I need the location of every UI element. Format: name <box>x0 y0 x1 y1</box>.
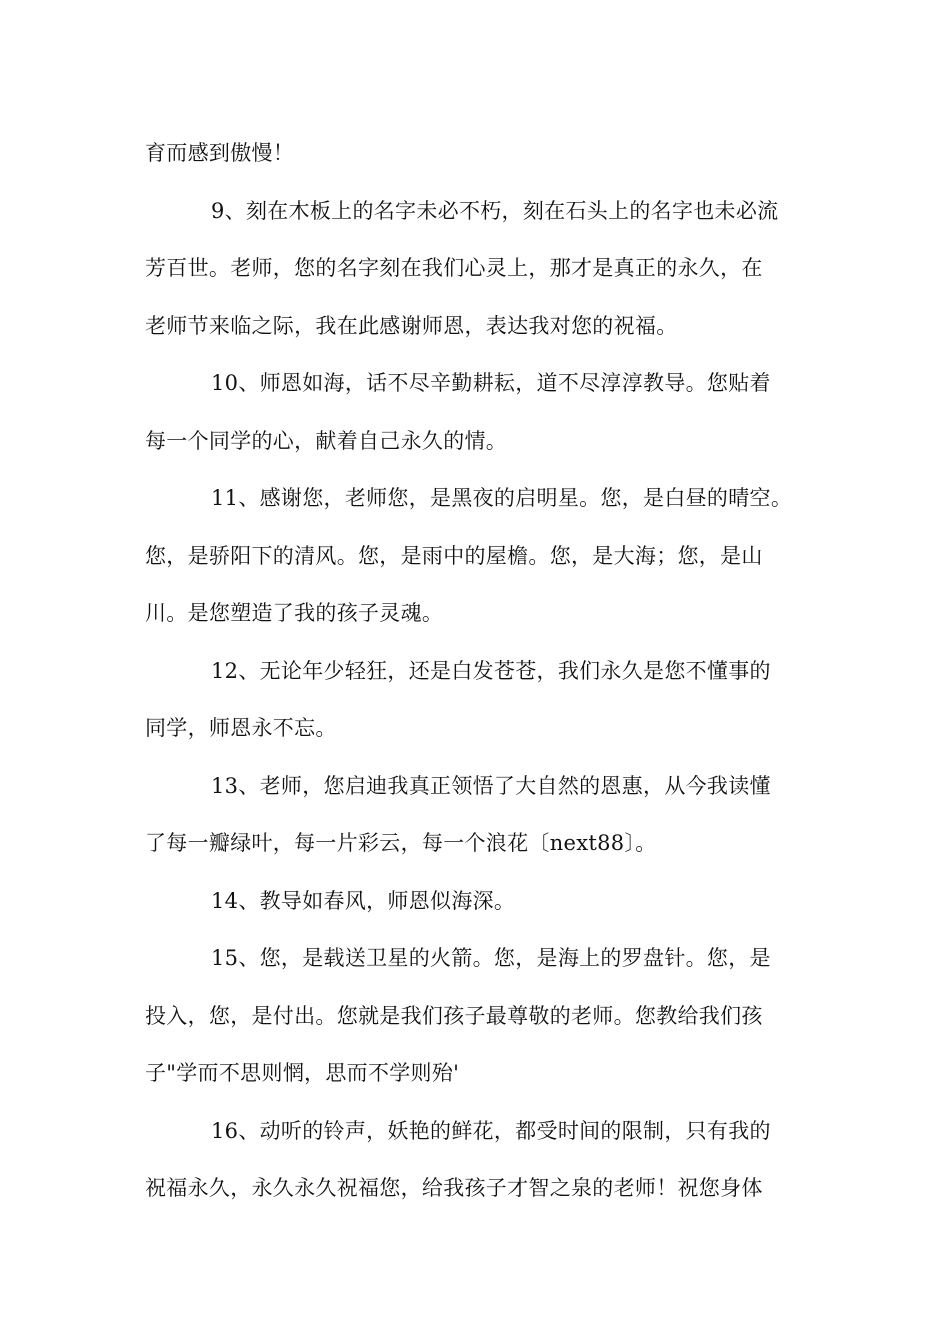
text-line: 16、动听的铃声，妖艳的鲜花，都受时间的限制，只有我的 <box>211 1118 771 1143</box>
text-line: 15、您，是载送卫星的火箭。您，是海上的罗盘针。您，是 <box>211 946 771 970</box>
body-text <box>145 128 815 1221</box>
text-line: 祝福永久，永久永久祝福您，给我孩子才智之泉的老师！祝您身体 <box>145 1176 763 1200</box>
text-line: 投入，您，是付出。您就是我们孩子最尊敬的老师。您教给我们孩 <box>145 1003 763 1028</box>
paragraph-12 <box>145 646 815 761</box>
paragraph-13 <box>145 761 815 876</box>
paragraph-11 <box>145 473 815 646</box>
text-line: 育而感到傲慢！ <box>145 141 295 165</box>
text-line: 同学，师恩永不忘。 <box>145 716 337 740</box>
text-line: 12、无论年少轻狂，还是白发苍苍，我们永久是您不懂事的 <box>211 658 771 683</box>
text-line: 9、刻在木板上的名字未必不朽，刻在石头上的名字也未必流 <box>211 198 779 223</box>
text-line: 川。是您塑造了我的孩子灵魂。 <box>145 601 444 625</box>
text-line: 13、老师，您启迪我真正领悟了大自然的恩惠，从今我读懂 <box>211 773 771 798</box>
paragraph-15 <box>145 933 815 1106</box>
text-line: 芳百世。老师，您的名字刻在我们心灵上，那才是真正的永久，在 <box>145 256 763 280</box>
text-line: 了每一瓣绿叶，每一片彩云，每一个浪花〔next88〕。 <box>145 831 657 855</box>
text-line: 14、教导如春风，师恩似海深。 <box>211 888 516 913</box>
text-line: 10、师恩如海，话不尽辛勤耕耘，道不尽淳淳教导。您贴着 <box>211 371 771 395</box>
text-line: 您，是骄阳下的清风。您，是雨中的屋檐。您，是大海；您，是山 <box>145 543 763 568</box>
paragraph-14 <box>145 876 815 934</box>
text-line: 老师节来临之际，我在此感谢师恩，表达我对您的祝福。 <box>145 313 678 338</box>
paragraph-16 <box>145 1106 815 1221</box>
text-line: 11、感谢您，老师您，是黑夜的启明星。您，是白昼的晴空。 <box>211 486 793 510</box>
paragraph-8-continuation <box>145 128 815 186</box>
paragraph-9 <box>145 186 815 359</box>
text-line: 每一个同学的心，献着自己永久的情。 <box>145 428 508 453</box>
text-line: 子"学而不思则惘，思而不学则殆' <box>145 1061 460 1085</box>
paragraph-10 <box>145 358 815 473</box>
